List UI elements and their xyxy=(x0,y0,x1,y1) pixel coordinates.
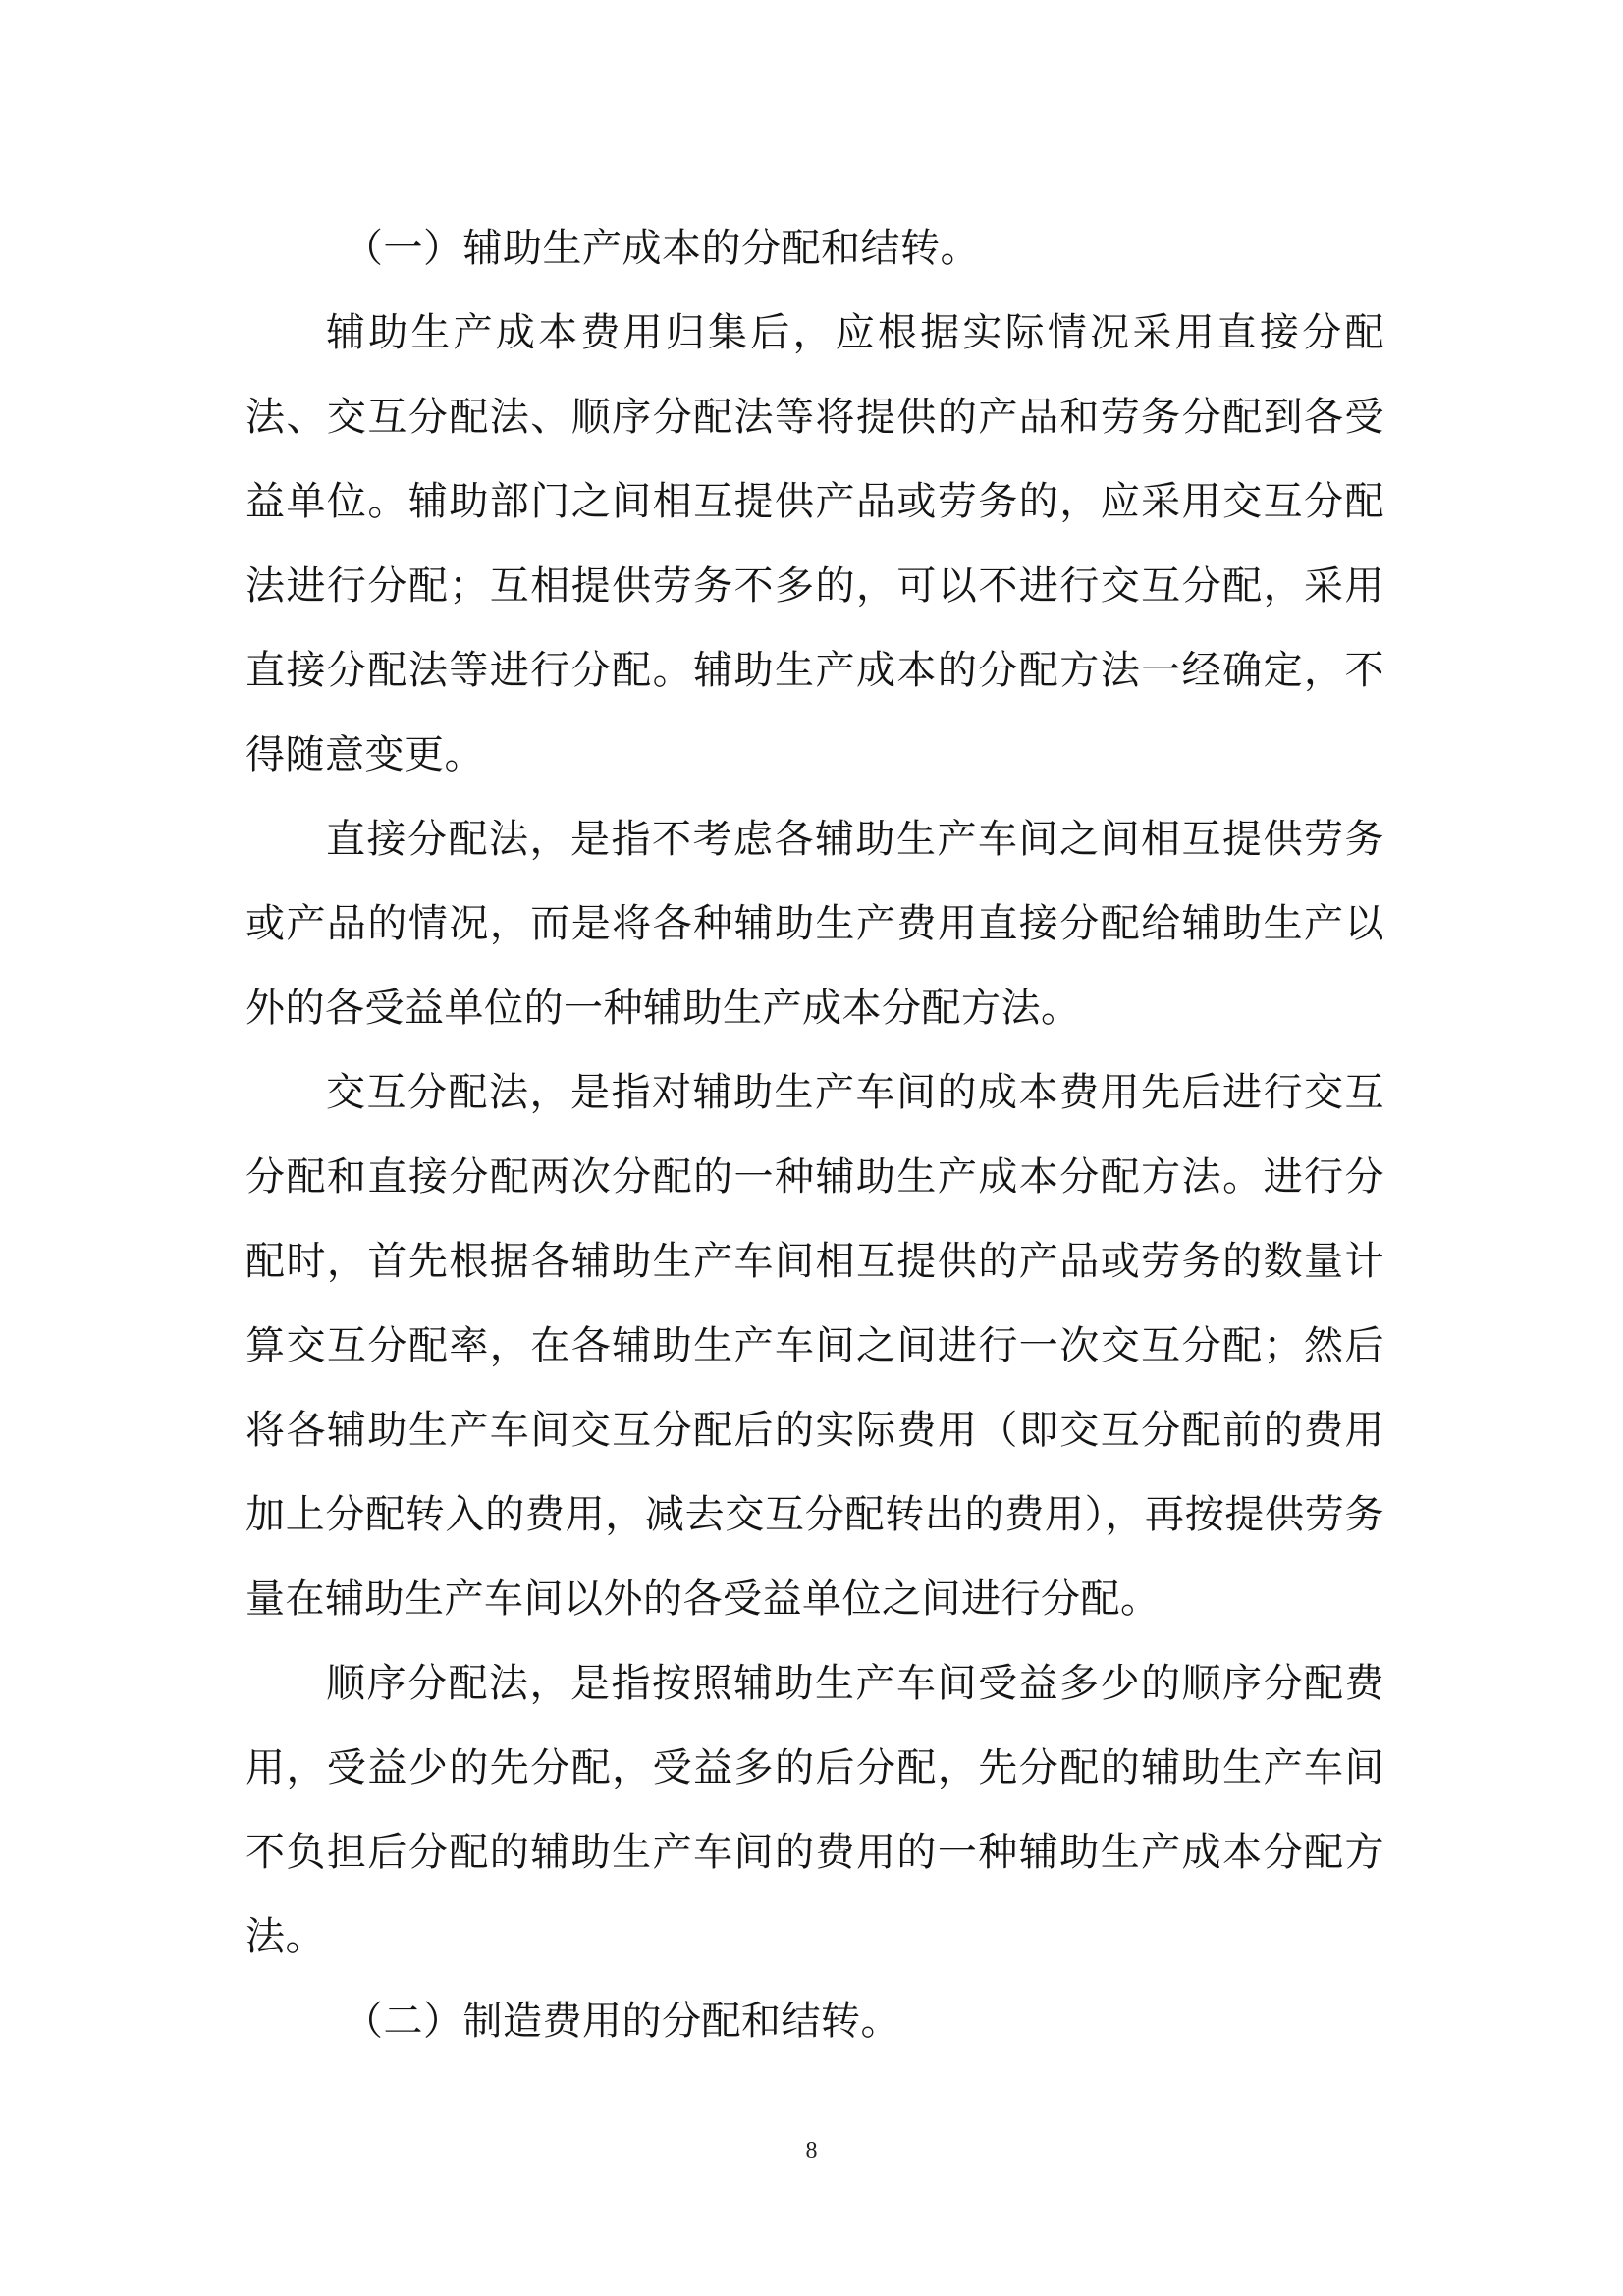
section-heading-2: （二）制造费用的分配和结转。 xyxy=(344,1999,900,2044)
paragraph-reciprocal-allocation: 交互分配法，是指对辅助生产车间的成本费用先后进行交互分配和直接分配两次分配的一种辅助生产成本分配方法。进行分配时，首先根据各辅助生产车间相互提供的产品或劳务的数量计算交互分配率，在各辅助生产车间之间进行一次交互分配；然后将各辅助生产车间交互分配后的实际费用（即交互分配前的费用加上分配转入的费用，减去交互分配转出的费用），再按提供劳务量在辅助生产车间以外的各受益单位之间进行分配。 xyxy=(245,1070,1384,1622)
paragraph-direct-allocation: 直接分配法，是指不考虑各辅助生产车间之间相互提供劳务或产品的情况，而是将各种辅助生产费用直接分配给辅助生产以外的各受益单位的一种辅助生产成本分配方法。 xyxy=(245,817,1384,1031)
section-heading-1: （一）辅助生产成本的分配和结转。 xyxy=(344,226,980,271)
paragraph-step-allocation: 顺序分配法，是指按照辅助生产车间受益多少的顺序分配费用，受益少的先分配，受益多的后分配，先分配的辅助生产车间不负担后分配的辅助生产车间的费用的一种辅助生产成本分配方法。 xyxy=(245,1661,1384,1959)
page-number: 8 xyxy=(805,2138,818,2163)
paragraph-overview: 辅助生产成本费用归集后，应根据实际情况采用直接分配法、交互分配法、顺序分配法等将提供的产品和劳务分配到各受益单位。辅助部门之间相互提供产品或劳务的，应采用交互分配法进行分配；互相提供劳务不多的，可以不进行交互分配，采用直接分配法等进行分配。辅助生产成本的分配方法一经确定，不得随意变更。 xyxy=(245,310,1384,777)
document-body xyxy=(245,206,1384,2063)
